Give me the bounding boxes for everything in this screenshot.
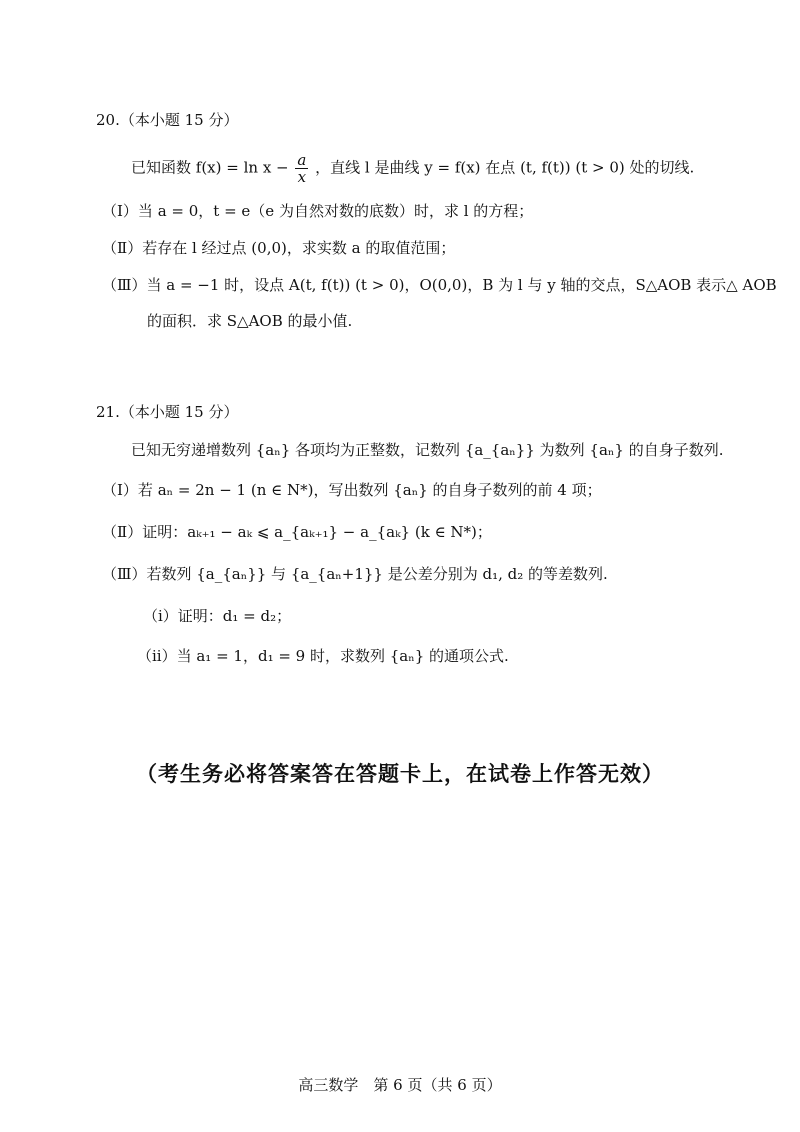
problem-21-heading: 21.（本小题 15 分） xyxy=(96,403,239,421)
problem-20-stem-suffix: ，直线 l 是曲线 y = f(x) 在点 (t, f(t)) (t > 0) 处的切线. xyxy=(315,158,695,177)
problem-20-part-1: （Ⅰ）当 a = 0，t = e（e 为自然对数的底数）时，求 l 的方程； xyxy=(102,202,534,220)
problem-20-part-3-line-2: 的面积．求 S△AOB 的最小值. xyxy=(147,312,353,330)
problem-20-stem-prefix: 已知函数 f(x) = ln x − xyxy=(131,158,289,177)
problem-21-stem: 已知无穷递增数列 {aₙ} 各项均为正整数，记数列 {a_{aₙ}} 为数列 {aₙ} 的自身子数列. xyxy=(131,441,724,459)
page-footer: 高三数学 第 6 页（共 6 页） xyxy=(298,1076,502,1094)
fraction-a-over-x xyxy=(295,152,308,185)
problem-21-part-2: （Ⅱ）证明：aₖ₊₁ − aₖ ⩽ a_{aₖ₊₁} − a_{aₖ} (k ∈ N*)； xyxy=(102,523,492,541)
problem-21-part-1: （Ⅰ）若 aₙ = 2n − 1 (n ∈ N*)，写出数列 {aₙ} 的自身子数列的前 4 项； xyxy=(102,481,602,499)
problem-20-part-3-line-1: （Ⅲ）当 a = −1 时，设点 A(t, f(t)) (t > 0)，O(0,0)，B 为 l 与 y 轴的交点，S△AOB 表示△ AOB xyxy=(102,276,777,294)
problem-21-part-3: （Ⅲ）若数列 {a_{aₙ}} 与 {a_{aₙ+1}} 是公差分别为 d₁, d₂ 的等差数列. xyxy=(102,565,608,583)
problem-21-part-3-i: （i）证明：d₁ = d₂； xyxy=(143,607,292,625)
fraction-numerator: a xyxy=(297,151,307,169)
fraction-denominator: x xyxy=(297,168,307,186)
problem-20-heading: 20.（本小题 15 分） xyxy=(96,111,239,129)
problem-21-part-3-ii: （ii）当 a₁ = 1，d₁ = 9 时，求数列 {aₙ} 的通项公式. xyxy=(137,647,509,665)
problem-20-stem xyxy=(131,152,694,185)
problem-20-part-2: （Ⅱ）若存在 l 经过点 (0,0)，求实数 a 的取值范围； xyxy=(102,239,456,257)
answer-sheet-notice: （考生务必将答案答在答题卡上，在试卷上作答无效） xyxy=(136,762,664,786)
